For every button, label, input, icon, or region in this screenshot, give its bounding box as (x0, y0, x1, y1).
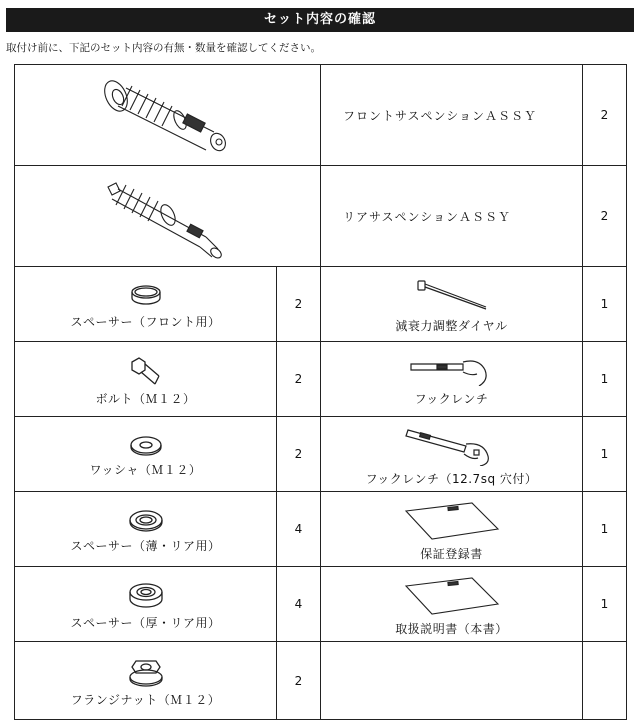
list-item (321, 267, 583, 342)
list-item-label: ワッシャ（Ｍ１２） (89, 462, 202, 477)
rear-suspension-label: リアサスペンションＡＳＳＹ (321, 166, 583, 267)
thick-spacer-icon (127, 582, 165, 610)
rear-suspension-qty: 2 (583, 166, 627, 267)
list-item-label: フックレンチ（12.7sq 穴付） (365, 471, 538, 486)
list-item (15, 492, 277, 567)
list-item (15, 342, 277, 417)
empty-cell (321, 642, 583, 720)
list-item-qty: 2 (277, 417, 321, 492)
page-title: セット内容の確認 (6, 8, 634, 32)
hook-wrench-icon (407, 356, 497, 386)
list-item-label: フランジナット（Ｍ１２） (70, 693, 221, 707)
list-item-label: 減衰力調整ダイヤル (395, 318, 508, 333)
list-item-label: スペーサー（厚・リア用） (70, 615, 221, 630)
intro-text: 取付け前に、下記のセット内容の有無・数量を確認してください。 (6, 42, 321, 54)
empty-cell (583, 642, 627, 720)
table-row (15, 65, 627, 166)
rear-suspension-assy-icon (88, 175, 248, 261)
table-row (15, 342, 627, 417)
hook-wrench-square-hole-icon (404, 426, 500, 466)
list-item-label: スペーサー（フロント用） (70, 314, 221, 329)
list-item-qty: 4 (277, 567, 321, 642)
list-item-qty: 2 (277, 342, 321, 417)
list-item-qty: 1 (583, 267, 627, 342)
table-row (15, 642, 627, 720)
list-item-qty: 1 (583, 342, 627, 417)
table-row (15, 267, 627, 342)
instruction-manual-icon (402, 576, 502, 616)
list-item-label: 取扱説明書（本書） (395, 621, 508, 636)
washer-icon (128, 435, 164, 457)
table-row (15, 492, 627, 567)
front-suspension-label: フロントサスペンションＡＳＳＹ (321, 65, 583, 166)
list-item-qty: 2 (277, 642, 321, 720)
list-item-qty: 2 (277, 267, 321, 342)
list-item-qty: 1 (583, 492, 627, 567)
list-item-qty: 1 (583, 417, 627, 492)
table-row (15, 417, 627, 492)
table-row (15, 567, 627, 642)
spacer-ring-icon (129, 283, 163, 309)
list-item-label: スペーサー（薄・リア用） (70, 538, 221, 553)
list-item (15, 642, 277, 720)
list-item (321, 492, 583, 567)
thin-spacer-icon (127, 509, 165, 533)
list-item (321, 342, 583, 417)
parts-table (14, 64, 627, 720)
damping-dial-icon (412, 279, 492, 313)
list-item (321, 417, 583, 492)
front-suspension-image-cell (15, 65, 321, 166)
list-item (15, 567, 277, 642)
bolt-icon (129, 356, 163, 386)
list-item-label: 保証登録書 (420, 546, 483, 561)
list-item-label: フックレンチ (414, 391, 489, 406)
list-item (321, 567, 583, 642)
front-suspension-assy-icon (88, 74, 248, 160)
list-item (15, 267, 277, 342)
front-suspension-qty: 2 (583, 65, 627, 166)
rear-suspension-image-cell (15, 166, 321, 267)
list-item (15, 417, 277, 492)
warranty-card-icon (402, 501, 502, 541)
table-row (15, 166, 627, 267)
list-item-label: ボルト（Ｍ１２） (95, 391, 196, 406)
flange-nut-icon (128, 657, 164, 687)
list-item-qty: 4 (277, 492, 321, 567)
list-item-qty: 1 (583, 567, 627, 642)
